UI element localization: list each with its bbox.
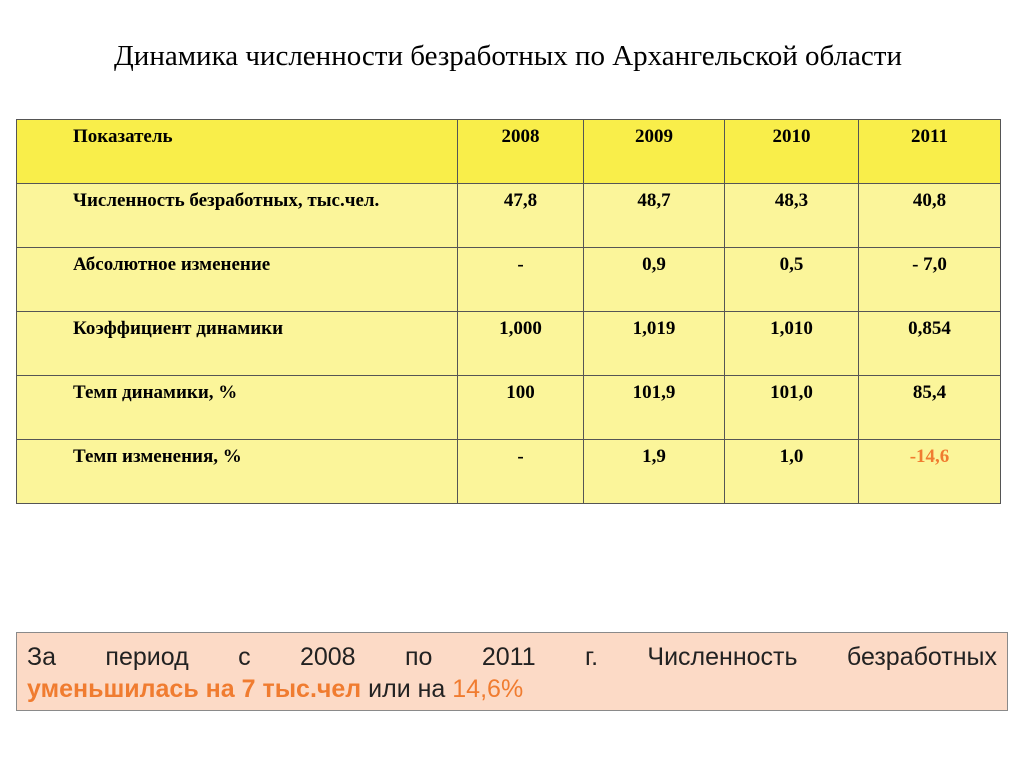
row-label: Темп динамики, % — [17, 376, 458, 440]
header-cell-2009: 2009 — [584, 120, 725, 184]
table-header-row — [17, 120, 1001, 184]
row-label: Коэффициент динамики — [17, 312, 458, 376]
table-cell: 1,010 — [725, 312, 859, 376]
summary-highlight-percent: 14,6% — [452, 675, 524, 703]
table-cell: 48,3 — [725, 184, 859, 248]
table-cell: 48,7 — [584, 184, 725, 248]
table-cell: 101,0 — [725, 376, 859, 440]
table-cell: 1,019 — [584, 312, 725, 376]
table-cell: 0,9 — [584, 248, 725, 312]
page-title: Динамика численности безработных по Архангельской области — [114, 40, 902, 72]
table-cell: 1,000 — [458, 312, 584, 376]
table-cell: 1,0 — [725, 440, 859, 504]
row-label: Численность безработных, тыс.чел. — [17, 184, 458, 248]
table-row — [17, 184, 1001, 248]
table-cell: 47,8 — [458, 184, 584, 248]
table-row — [17, 440, 1001, 504]
table-cell: - — [458, 248, 584, 312]
summary-note — [16, 632, 1008, 711]
table-cell: 101,9 — [584, 376, 725, 440]
table-row — [17, 248, 1001, 312]
table-cell: - 7,0 — [859, 248, 1001, 312]
summary-line: За период с 2008 по 2011 г. Численность безработных — [27, 643, 997, 671]
table-row — [17, 376, 1001, 440]
data-table — [16, 119, 1001, 504]
header-cell-2010: 2010 — [725, 120, 859, 184]
table-cell: - — [458, 440, 584, 504]
header-cell-2011: 2011 — [859, 120, 1001, 184]
table-cell: 100 — [458, 376, 584, 440]
header-cell-2008: 2008 — [458, 120, 584, 184]
table-cell: 0,5 — [725, 248, 859, 312]
summary-highlight-decrease: уменьшилась на 7 тыс.чел — [27, 675, 362, 703]
summary-connector: или на — [361, 675, 453, 703]
table-row — [17, 312, 1001, 376]
header-cell-indicator: Показатель — [17, 120, 458, 184]
row-label: Абсолютное изменение — [17, 248, 458, 312]
table-cell: 0,854 — [859, 312, 1001, 376]
table-cell: 40,8 — [859, 184, 1001, 248]
row-label: Темп изменения, % — [17, 440, 458, 504]
table-cell: 85,4 — [859, 376, 1001, 440]
table-cell: 1,9 — [584, 440, 725, 504]
table-cell-highlighted: -14,6 — [859, 440, 1001, 504]
